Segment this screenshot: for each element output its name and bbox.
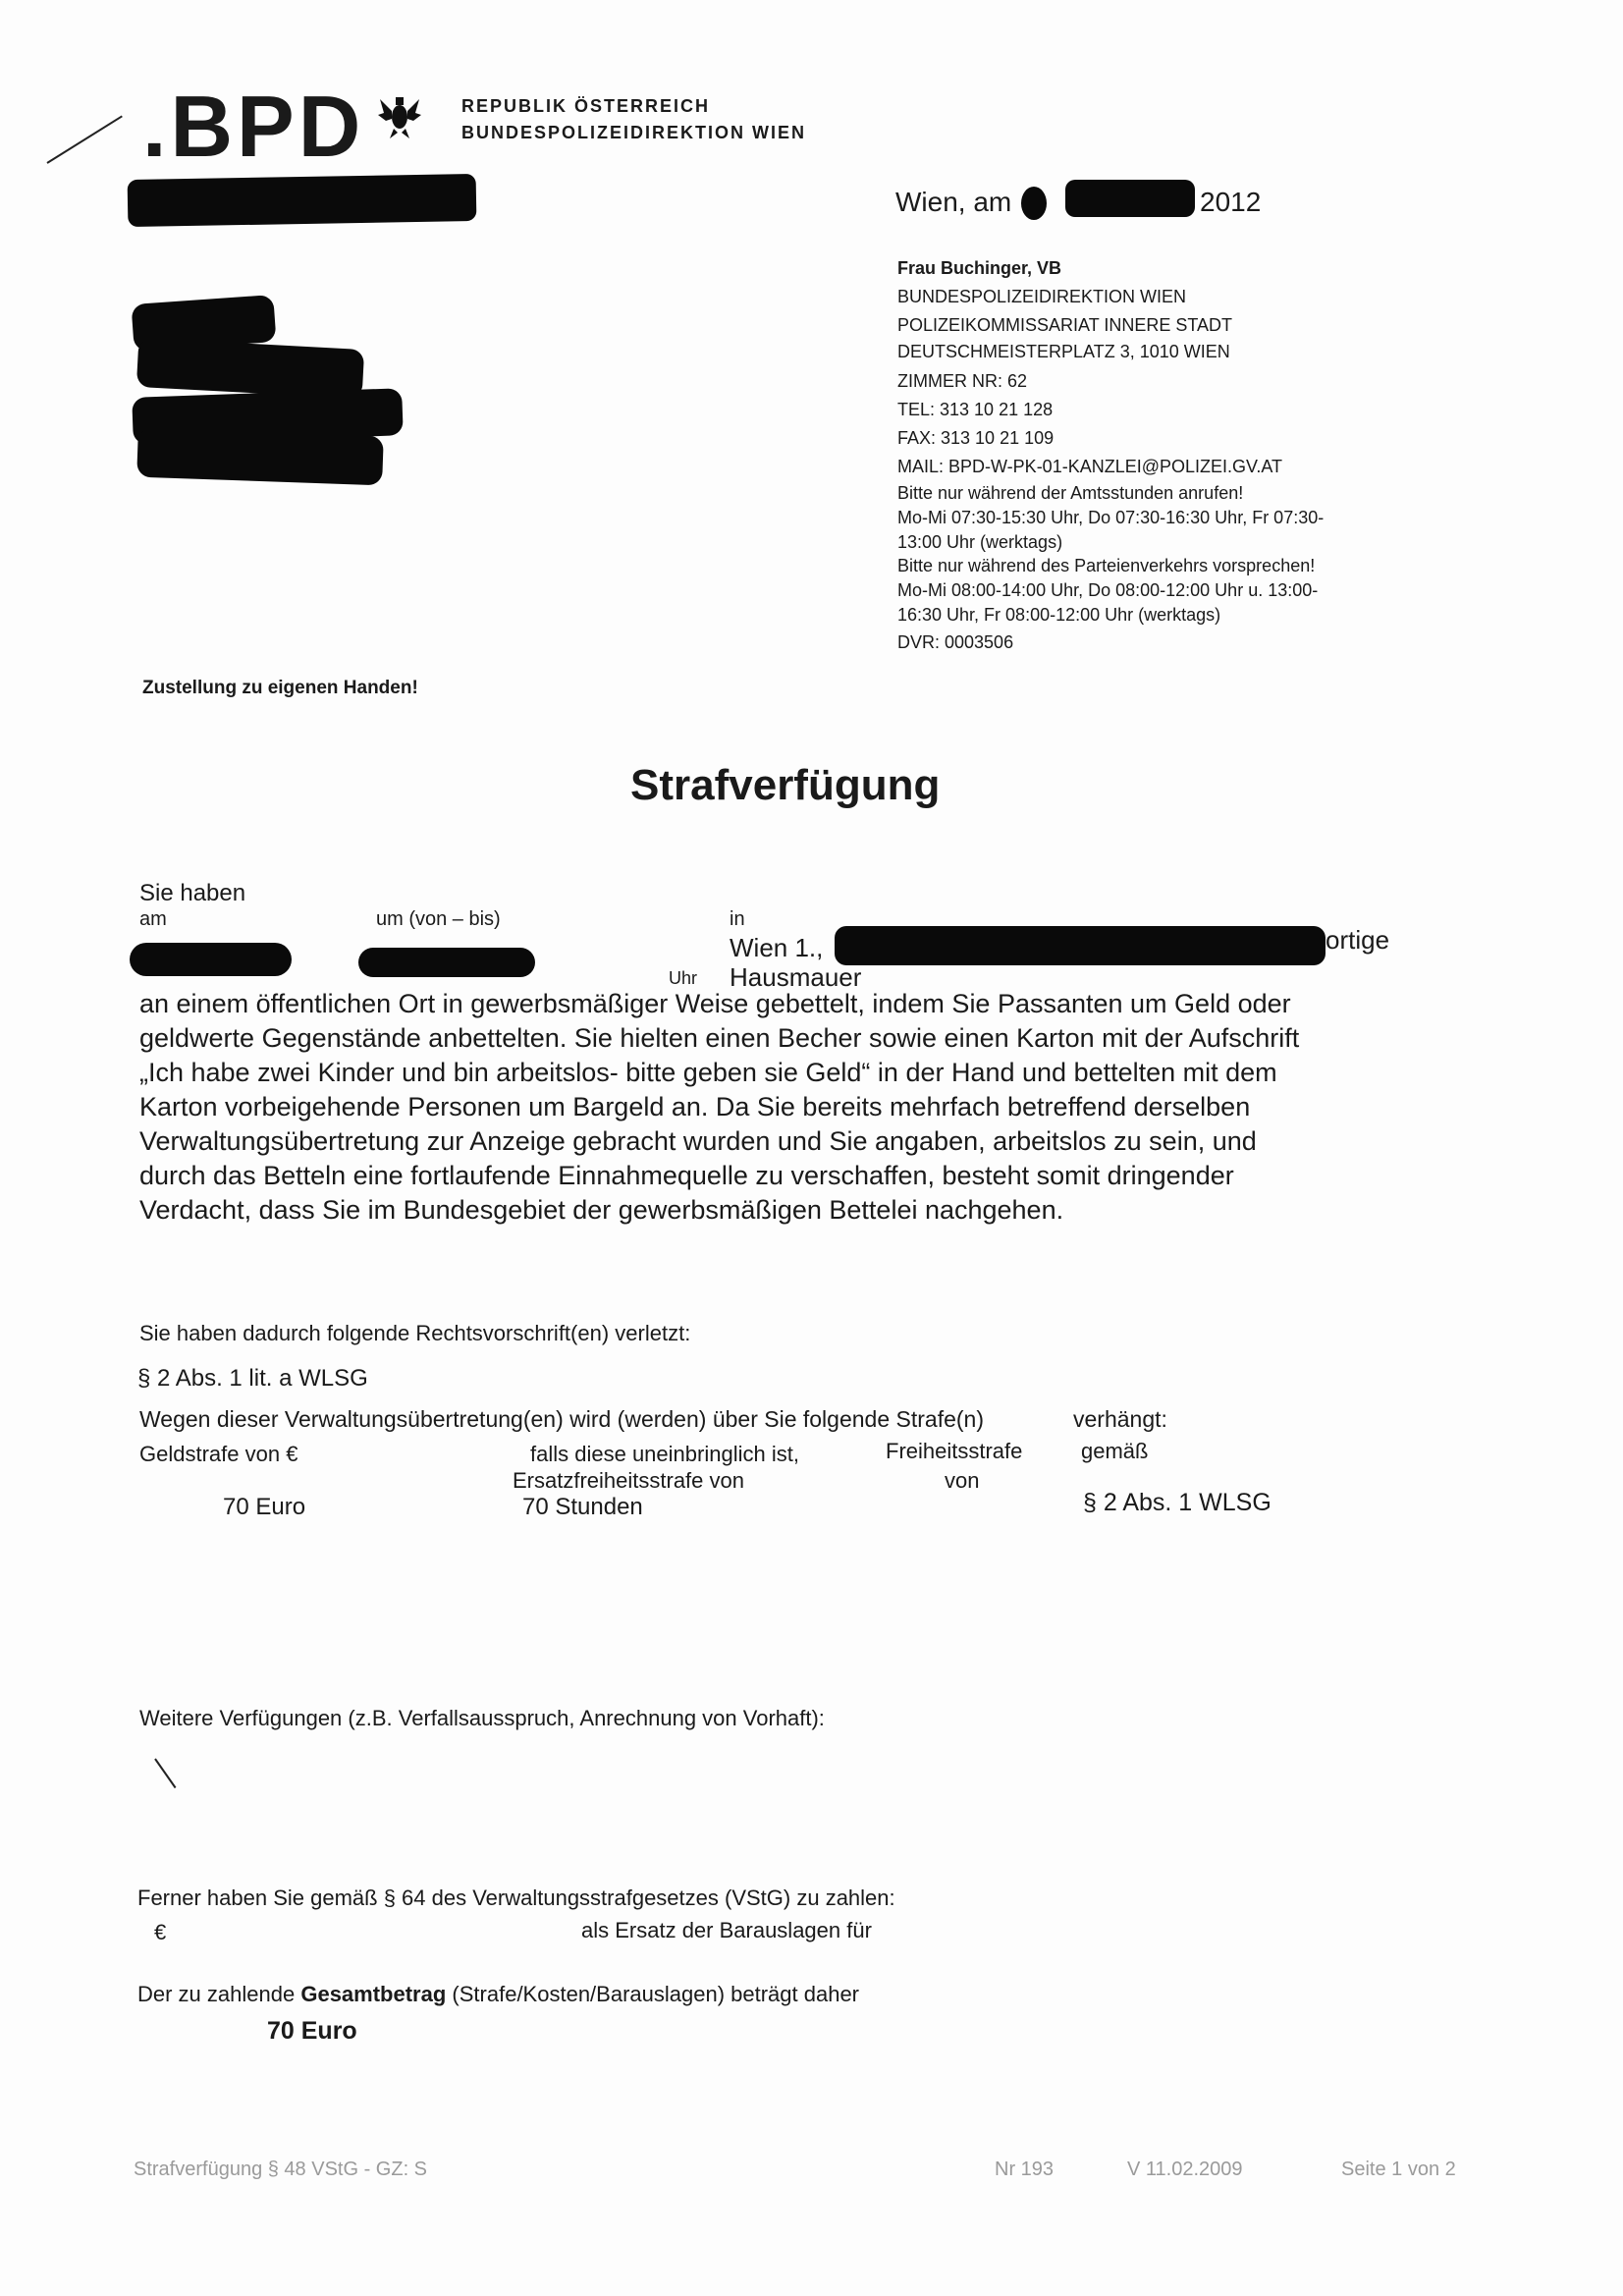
call-hours-note: Bitte nur während der Amtsstunden anrufen! <box>897 483 1244 503</box>
total-value: 70 Euro <box>267 2017 357 2045</box>
redaction-bar <box>130 943 292 976</box>
total-suffix: (Strafe/Kosten/Barauslagen) beträgt daher <box>452 1982 860 2006</box>
fine-label: Geldstrafe von € <box>139 1442 298 1466</box>
redaction-bar <box>1021 187 1047 220</box>
dvr-number: DVR: 0003506 <box>897 632 1014 652</box>
date-year: 2012 <box>1200 187 1262 217</box>
contact-mail: MAIL: BPD-W-PK-01-KANZLEI@POLIZEI.GV.AT <box>897 457 1283 476</box>
fine-value: 70 Euro <box>223 1494 306 1520</box>
date-label: am <box>139 908 167 930</box>
penalty-intro: Wegen dieser Verwaltungsübertretung(en) wird (werden) über Sie folgende Strafe(n) <box>139 1406 984 1432</box>
prison-label-1: Freiheitsstrafe <box>886 1439 1023 1463</box>
republic-label: REPUBLIK ÖSTERREICH <box>461 96 711 116</box>
contact-fax: FAX: 313 10 21 109 <box>897 428 1055 448</box>
time-label: um (von – bis) <box>376 908 501 930</box>
redaction-bar <box>136 428 384 486</box>
contact-tel: TEL: 313 10 21 128 <box>897 400 1054 419</box>
location-prefix: Wien 1., <box>730 933 824 962</box>
offense-line: Verdacht, dass Sie im Bundesgebiet der gewerbsmäßigen Bettelei nachgehen. <box>139 1195 1064 1225</box>
call-hours-2: 13:00 Uhr (werktags) <box>897 532 1063 552</box>
visit-hours-note: Bitte nur während des Parteienverkehrs vorsprechen! <box>897 556 1316 575</box>
violation-law: § 2 Abs. 1 lit. a WLSG <box>137 1365 368 1392</box>
redaction-bar <box>128 174 477 227</box>
footer-form-ref: Strafverfügung § 48 VStG - GZ: S <box>134 2159 428 2180</box>
pen-stroke <box>154 1758 176 1788</box>
total-line <box>137 1982 859 2007</box>
penalty-intro-end: verhängt: <box>1073 1406 1167 1432</box>
page-title: Strafverfügung <box>630 761 941 809</box>
violation-intro: Sie haben dadurch folgende Rechtsvorschrift(en) verletzt: <box>139 1321 691 1345</box>
offense-line: „Ich habe zwei Kinder und bin arbeitslos- bitte geben sie Geld“ in der Hand und bettelten mit dem <box>139 1058 1277 1087</box>
contact-address: DEUTSCHMEISTERPLATZ 3, 1010 WIEN <box>897 342 1230 361</box>
costs-intro: Ferner haben Sie gemäß § 64 des Verwaltungsstrafgesetzes (VStG) zu zahlen: <box>137 1886 895 1910</box>
offense-line: durch das Betteln eine fortlaufende Einnahmequelle zu verschaffen, besteht somit dringender <box>139 1161 1234 1190</box>
alt-value: 70 Stunden <box>522 1494 643 1520</box>
contact-room: ZIMMER NR: 62 <box>897 371 1028 391</box>
delivery-note: Zustellung zu eigenen Handen! <box>142 678 418 698</box>
further-orders-label: Weitere Verfügungen (z.B. Verfallsausspruch, Anrechnung von Vorhaft): <box>139 1706 825 1730</box>
offense-line: an einem öffentlichen Ort in gewerbsmäßiger Weise gebettelt, indem Sie Passanten um Geld oder <box>139 989 1291 1018</box>
total-bold: Gesamtbetrag <box>300 1982 447 2006</box>
date-prefix: Wien, am <box>895 187 1012 217</box>
redaction-bar <box>136 338 364 399</box>
contact-name: Frau Buchinger, VB <box>897 258 1062 278</box>
place-label: in <box>730 908 745 930</box>
footer-nr: Nr 193 <box>995 2159 1055 2180</box>
location-suffix: ortige <box>1325 925 1390 955</box>
uhr-label: Uhr <box>669 968 698 988</box>
prison-label-2: von <box>945 1468 980 1493</box>
per-label: gemäß <box>1081 1439 1149 1463</box>
costs-currency: € <box>154 1920 167 1944</box>
expense-label: als Ersatz der Barauslagen für <box>581 1918 872 1942</box>
directorate-label: BUNDESPOLIZEIDIREKTION WIEN <box>461 123 807 142</box>
contact-org: BUNDESPOLIZEIDIREKTION WIEN <box>897 287 1187 306</box>
per-value: § 2 Abs. 1 WLSG <box>1083 1489 1271 1516</box>
offense-line: Karton vorbeigehende Personen um Bargeld an. Da Sie bereits mehrfach betreffend derselben <box>139 1092 1251 1121</box>
offense-line: Verwaltungsübertretung zur Anzeige gebracht wurden und Sie angaben, arbeitslos zu sein, und <box>139 1126 1257 1156</box>
footer-page: Seite 1 von 2 <box>1341 2159 1456 2180</box>
redaction-bar <box>358 948 535 977</box>
visit-hours-1: Mo-Mi 08:00-14:00 Uhr, Do 08:00-12:00 Uhr u. 13:00- <box>897 580 1319 600</box>
visit-hours-2: 16:30 Uhr, Fr 08:00-12:00 Uhr (werktags) <box>897 605 1221 625</box>
bpd-logo: .BPD <box>142 78 365 175</box>
offense-description <box>139 987 1485 1228</box>
redaction-bar <box>1065 180 1195 217</box>
pen-stroke <box>46 115 122 163</box>
austrian-eagle-icon <box>378 93 421 148</box>
location-line2: Hausmauer <box>730 962 862 992</box>
total-prefix: Der zu zahlende <box>137 1982 296 2006</box>
contact-office: POLIZEIKOMMISSARIAT INNERE STADT <box>897 315 1233 335</box>
alt-label-2: Ersatzfreiheitsstrafe von <box>513 1468 744 1493</box>
footer-version: V 11.02.2009 <box>1127 2159 1243 2180</box>
sie-haben-label: Sie haben <box>139 880 246 906</box>
call-hours-1: Mo-Mi 07:30-15:30 Uhr, Do 07:30-16:30 Uhr, Fr 07:30- <box>897 508 1325 527</box>
alt-label-1: falls diese uneinbringlich ist, <box>530 1442 799 1466</box>
offense-line: geldwerte Gegenstände anbettelten. Sie hielten einen Becher sowie einen Karton mit der Aufschrift <box>139 1023 1300 1053</box>
redaction-bar <box>835 926 1325 965</box>
